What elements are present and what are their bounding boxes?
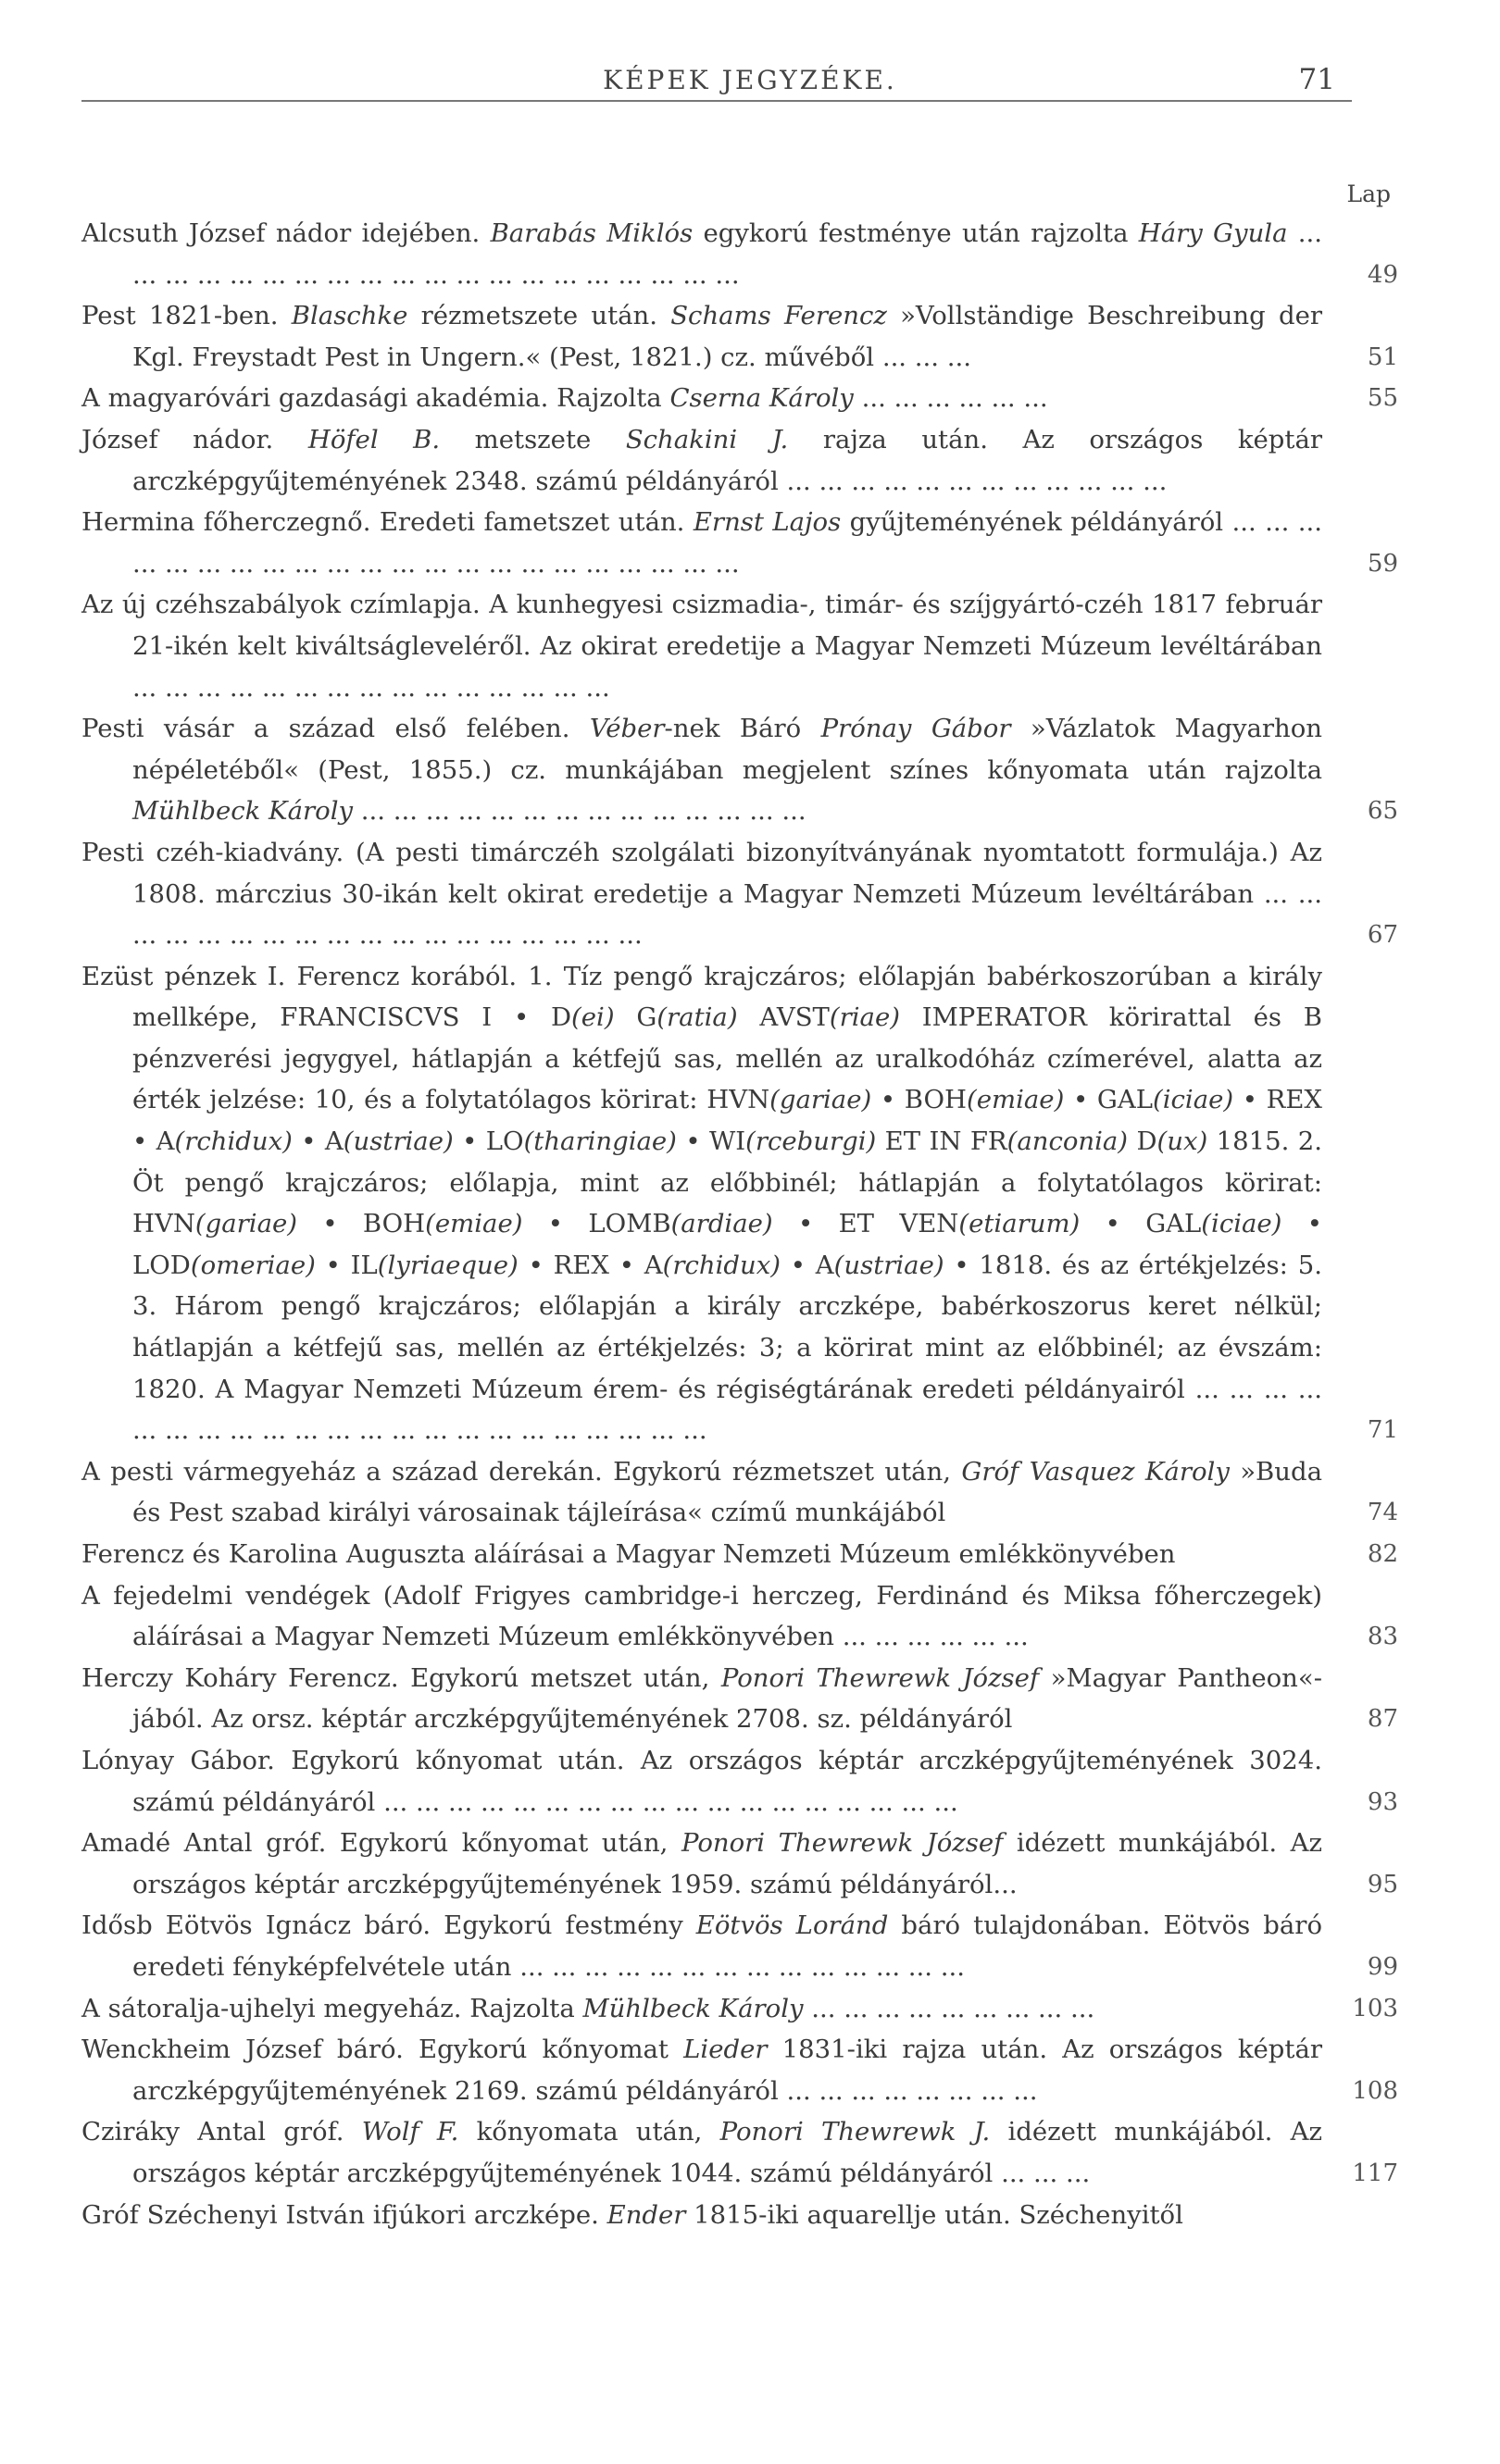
entry-text: Pesti vásár a század első felében. Véber-nek Báró Prónay Gábor »Vázlatok Magyarhon népéletéből« (Pest, 1855.) cz. munkájában megjelent színes kőnyomata után rajzolta Mühlbeck Károly ... ... ... ... ... ... ... ... ... ... ... ... ... ...: [81, 714, 1322, 827]
entry-text: Wenckheim József báró. Egykorú kőnyomat Lieder 1831-iki rajza után. Az országos képtár arczképgyűjteményének 2169. számú példányáról ... ... ... ... ... ... ... ...: [81, 2035, 1322, 2106]
entry-page-number: 103: [1352, 1994, 1398, 2022]
entry-page-number: 67: [1367, 921, 1398, 950]
entry-page-number: 74: [1367, 1499, 1398, 1527]
list-entry: [81, 832, 1398, 956]
list-entry: [81, 295, 1398, 378]
list-entry: [81, 1658, 1398, 1740]
list-entry: [81, 213, 1398, 295]
entry-page-number: 82: [1367, 1540, 1398, 1568]
list-entry: [81, 378, 1398, 419]
list-entry: [81, 1534, 1398, 1575]
entry-page-number: 95: [1367, 1870, 1398, 1898]
entry-text: A pesti vármegyeház a század derekán. Egykorú rézmetszet után, Gróf Vasquez Károly »Buda és Pest szabad királyi városainak tájleírása« czímű munkájából: [81, 1456, 1322, 1528]
entry-page-number: 117: [1352, 2159, 1398, 2187]
entry-text: Cziráky Antal gróf. Wolf F. kőnyomata után, Ponori Thewrewk J. idézett munkájából. Az országos képtár arczképgyűjteményének 1044. számú példányáról ... ... ...: [81, 2117, 1322, 2188]
entry-text: Pest 1821-ben. Blaschke rézmetszete után. Schams Ferencz »Vollständige Beschreibung der Kgl. Freystadt Pest in Ungern.« (Pest, 1821.) cz. művéből ... ... ...: [81, 301, 1322, 372]
header-rule: [81, 100, 1352, 102]
entry-page-number: 83: [1367, 1623, 1398, 1651]
list-entry: [81, 2029, 1398, 2111]
entry-text: A magyaróvári gazdasági akadémia. Rajzolta Cserna Károly ... ... ... ... ... ...: [81, 383, 1048, 414]
list-entry: [81, 1823, 1398, 1905]
list-entry: [81, 1905, 1398, 1987]
list-entry: [81, 584, 1398, 708]
entry-text: Pesti czéh-kiadvány. (A pesti timárczéh szolgálati bizonyítványának nyomtatott formulája.) Az 1808. márczius 30-ikán kelt okirat eredetije a Magyar Nemzeti Múzeum levéltárában ... ... ... ... ... ... ... ... ... ... ... ... ... ... ... ... ... ...: [81, 837, 1322, 951]
list-entry: [81, 1575, 1398, 1658]
list-entry: [81, 502, 1398, 584]
entry-text: Alcsuth József nádor idejében. Barabás Miklós egykorú festménye után rajzolta Háry Gyula ... ... ... ... ... ... ... ... ... ... ... ... ... ... ... ... ... ... ... ...: [81, 218, 1322, 290]
entry-text: Gróf Széchenyi István ifjúkori arczképe. Ender 1815-iki aquarellje után. Széchenyitől: [81, 2199, 1183, 2230]
entry-page-number: 99: [1367, 1952, 1398, 1981]
entry-page-number: 108: [1352, 2076, 1398, 2105]
entry-text: Ezüst pénzek I. Ferencz korából. 1. Tíz pengő krajczáros; előlapján babérkoszorúban a király mellképe, FRANCISCVS I • D(ei) G(ratia) AVST(riae) IMPERATOR körirattal és B pénzverési jegygyel, hátlapján a kétfejű sas, mellén az uralkodóház czímerével, alatta az érték jelzése: 10, és a folytatólagos körirat: HVN(gariae) • BOH(emiae) • GAL(iciae) • REX • A(rchidux) • A(ustriae) • LO(tharingiae) • WI(rceburgi) ET IN FR(anconia) D(ux) 1815. 2. Öt pengő krajczáros; előlapja, mint az előbbinél; hátlapján a folytatólagos körirat: HVN(gariae) • BOH(emiae) • LOMB(ardiae) • ET VEN(etiarum) • GAL(iciae) • LOD(omeriae) • IL(lyriaeque) • REX • A(rchidux) • A(ustriae) • 1818. és az értékjelzés: 5. 3. Három pengő krajczáros; előlapján a király arczképe, babérkoszorus keret nélkül; hátlapján a kétfejű sas, mellén az értékjelzés: 3; a körirat mint az előbbinél; az évszám: 1820. A Magyar Nemzeti Múzeum érem- és régiségtárának eredeti példányairól ... ... ... ... ... ... ... ... ... ... ... ... ... ... ... ... ... ... ... ... ... ...: [81, 961, 1323, 1446]
entry-text: Az új czéhszabályok czímlapja. A kunhegyesi csizmadia-, timár- és szíjgyártó-czéh 1817 február 21-ikén kelt kiváltságleveléről. Az okirat eredetije a Magyar Nemzeti Múzeum levéltárában ... ... ... ... ... ... ... ... ... ... ... ... ... ... ...: [81, 590, 1322, 703]
entry-page-number: 59: [1367, 549, 1398, 578]
list-entry: [81, 419, 1398, 502]
entry-text: A fejedelmi vendégek (Adolf Frigyes cambridge-i herczeg, Ferdinánd és Miksa főherczegek) aláírásai a Magyar Nemzeti Múzeum emlékkönyvében ... ... ... ... ... ...: [81, 1580, 1322, 1652]
entry-text: Ferencz és Karolina Auguszta aláírásai a Magyar Nemzeti Múzeum emlékkönyvében: [81, 1539, 1176, 1569]
entry-page-number: 93: [1367, 1787, 1398, 1816]
entry-page-number: 65: [1367, 797, 1398, 826]
entry-text: Lónyay Gábor. Egykorú kőnyomat után. Az országos képtár arczképgyűjteményének 3024. számú példányáról ... ... ... ... ... ... ... ... ... ... ... ... ... ... ... ... ... ...: [81, 1745, 1322, 1817]
column-label-lap: Lap: [1346, 180, 1391, 207]
page-number: 71: [1298, 63, 1335, 96]
entry-text: József nádor. Höfel B. metszete Schakini J. rajza után. Az országos képtár arczképgyűjteményének 2348. számú példányáról ... ... ... ... ... ... ... ... ... ... ... ...: [81, 424, 1322, 496]
entry-page-number: 55: [1367, 384, 1398, 413]
entry-text: Hermina főherczegnő. Eredeti fametszet után. Ernst Lajos gyűjteményének példányáról ... ... ... ... ... ... ... ... ... ... ... ... ... ... ... ... ... ... ... ... ... ...: [81, 507, 1323, 579]
list-entry: [81, 1988, 1398, 2030]
list-entry: [81, 1451, 1398, 1534]
entry-page-number: 51: [1367, 342, 1398, 371]
list-entry: [81, 1740, 1398, 1823]
entry-page-number: 49: [1367, 260, 1398, 289]
entry-text: A sátoralja-ujhelyi megyeház. Rajzolta Mühlbeck Károly ... ... ... ... ... ... ... ... ...: [81, 1993, 1095, 2023]
list-entry: [81, 708, 1398, 832]
list-entry: [81, 2195, 1398, 2236]
entry-text: Idősb Eötvös Ignácz báró. Egykorú festmény Eötvös Loránd báró tulajdonában. Eötvös báró eredeti fényképfelvétele után ... ... ... ... ... ... ... ... ... ... ... ... ... ...: [81, 1910, 1322, 1982]
list-entry: [81, 2111, 1398, 2194]
running-header-title: KÉPEK JEGYZÉKE.: [603, 65, 897, 95]
entry-page-number: 71: [1367, 1416, 1398, 1445]
list-entry: [81, 956, 1398, 1451]
entry-page-number: 87: [1367, 1705, 1398, 1734]
illustration-list: [81, 213, 1398, 2235]
entry-text: Amadé Antal gróf. Egykorú kőnyomat után, Ponori Thewrewk József idézett munkájából. Az országos képtár arczképgyűjteményének 1959. számú példányáról...: [81, 1828, 1322, 1899]
entry-text: Herczy Koháry Ferencz. Egykorú metszet után, Ponori Thewrewk József »Magyar Pantheon«-jából. Az orsz. képtár arczképgyűjteményének 2708. sz. példányáról: [81, 1662, 1322, 1735]
